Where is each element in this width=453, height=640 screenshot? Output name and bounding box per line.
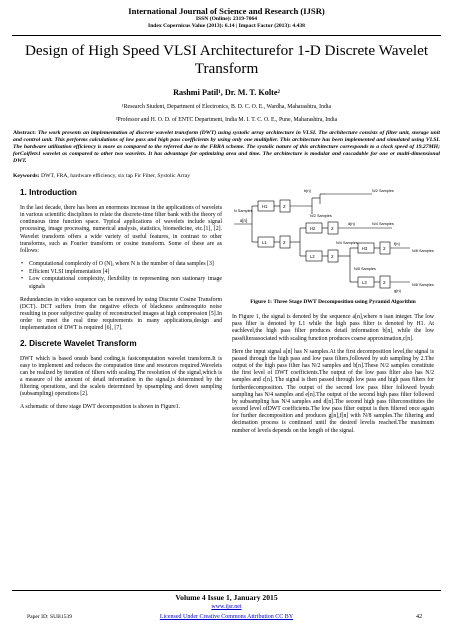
journal-issn: ISSN (Online): 2319-7064: [195, 16, 258, 22]
journal-name: International Journal of Science and Research (IJSR): [128, 6, 325, 16]
right-paragraph-1: In Figure 1, the signal is denoted by the sequence a[n],where n isan integer. The low pass filter is denoted by L1 while the high pass filter is denoted by H1. At eachlevel,the high pass filter produces detail information b[n], while the low passfilterassociated with scaling function produces coarse approximation,c[n].: [232, 314, 434, 342]
n2-samples-label-b: N/2 Samples: [310, 214, 332, 218]
downsample-label: 2: [383, 280, 386, 285]
section-2-paragraph-1: DWT which is based onsub band coding,is fastcomputation wavelet transform.It is easy to implement and reduces the computation time and resources required.Wavelets can be realized by iteration of filters with scaling.The resolution of the signal,which is a measure of the amount of detail information in the signal,is determined by the filtering operations, and the scaleis determined by upsampling and down sampling (subsampling) operations [2].: [20, 355, 222, 398]
right-paragraph-2: Here the input signal a[n] has N samples.At the first decomposition level,the signal is passed through the high pass and low pass filters,followed by sub sampling by 2.The output of the high pass filter has N/2 samples and b[n].These N/2 samples constitute the first level of DWT coefficients.The output of the low pass filter also has N/2 samples and c[n]. The signal is then passed through low pass and high pass filters for furtherdecomposition. The output of the second low pass filter followed bysub sampling has N/4 samples and e[n].The output of the second high pass filter followed by subsampling has N/4 samples and d[n].The second high pass filterconstitutes the second level ofDWT coefficients.The low pass filter output is then filtered once again for further decomposition and produces g[n],f[n] with N/8 samples.The filtering and decimation process is continued until the desired levelis reached.The maximum number of levels depends on the length of the signal.: [232, 348, 434, 434]
output-d-label: d[n]: [348, 221, 355, 226]
downsample-label: 2: [331, 226, 334, 231]
filter-h1-label: H1: [262, 204, 268, 209]
keywords: [13, 173, 440, 179]
bullet-icon: •: [21, 268, 24, 275]
right-column: [232, 186, 434, 441]
input-signal-label: a[n]: [240, 218, 247, 223]
abstract-text: The work presents an implementation of discrete wavelet transform (DWT) using systolic array architecture in VLSI. The architecture consists of filter unit, storage unit and control unit. This performs calculations of low pass and high pass coefficients by using only one multiplier. This architecture has been implemented and simulated using VLSI. The hardware utilization efficiency is more as compared to the referred due to the FBRA scheme. The systolic nature of this architecture corresponds to a clock speed of 19.27MH; forCoiflets1 wavelet as compared to other two wavelets. It has advantage for optimizing area and time. The architecture is modular and cascadable for one or multi-dimensional DWT.: [13, 130, 441, 165]
filter-l3-label: L3: [362, 280, 367, 285]
n8-samples-label-c: N/8 Samples: [412, 283, 434, 287]
section-2-paragraph-2: A schematic of three stage DWT decomposition is shown in Figure1.: [20, 404, 181, 411]
n4-samples-label-b: N/4 Samples: [336, 241, 358, 245]
section-2-heading: 2. Discrete Wavelet Transform: [20, 338, 137, 348]
filter-l1-label: L1: [262, 240, 267, 245]
footer-license-link[interactable]: Licensed Under Creative Commons Attribution CC BY: [159, 614, 294, 620]
n8-samples-label-b: N/8 Samples: [354, 267, 376, 271]
downsample-label: 2: [383, 246, 386, 251]
n2-samples-label-a: N/2 Samples: [372, 189, 394, 193]
n8-samples-label-a: N/8 Samples: [412, 249, 434, 253]
filter-l2-label: L2: [310, 254, 315, 259]
footer-page-number: 42: [416, 613, 423, 620]
abstract-label: Abstract:: [13, 130, 37, 136]
list-item-text: Efficient VLSI implementation [4]: [29, 268, 110, 275]
paper-title: Design of High Speed VLSI Architecturefor 1-D Discrete Wavelet Transform: [24, 42, 429, 77]
journal-index: Index Copernicus Value (2013): 6.14 | Impact Factor (2013): 4.438: [148, 23, 305, 29]
list-item: [20, 261, 222, 268]
filter-h2-label: H2: [310, 226, 316, 231]
bullet-icon: •: [21, 276, 24, 283]
left-column: [20, 188, 222, 418]
output-g-label: g[n]: [394, 288, 401, 293]
filter-h3-label: H3: [362, 246, 368, 251]
header-rule: [12, 35, 441, 36]
affiliation-2: ²Professor and H. O. D. of ENTC Department, India M. I. T. C. O. E., Pune, Maharashtra, India: [115, 117, 338, 123]
dwt-decomposition-diagram: [232, 186, 434, 296]
footer-url-link[interactable]: www.ijsr.net: [211, 604, 242, 610]
figure-caption: Figure 1: Three Stage DWT Decomposition using Pyramid Algorithm: [250, 299, 416, 306]
input-samples-label: N Samples: [234, 209, 253, 213]
list-item-text: Computational complexity of O (N), where N is the number of data samples [3]: [29, 261, 214, 268]
section-1-paragraph-1: In the last decade, there has been an enormous increase in the applications of wavelets in various scientific disciplines to relate the discrete-time filter bank with the theory of continuous time function space. Typical applications of wavelets include signal processing, image processing, numerical analysis, statistics, biomedicine, etc.[1], [2]. Wavelet transform offers a wide variety of useful features, in contrast to other transforms, such as Fourier transform or cosine transform. Some of these are as follows:: [20, 205, 222, 254]
list-item-text: Low computational complexity, flexibility in representing non stationary image signals: [29, 276, 222, 290]
paper-authors: Rashmi Patil¹, Dr. M. T. Kolte²: [173, 88, 280, 97]
list-item: [20, 276, 222, 290]
footer-issue: Volume 4 Issue 1, January 2015: [175, 593, 278, 602]
list-item: [20, 269, 222, 276]
feature-list: [20, 261, 222, 291]
downsample-label: 2: [283, 240, 286, 245]
footer-rule: [12, 590, 441, 591]
keywords-label: Keywords:: [13, 173, 40, 179]
footer-paper-id: Paper ID: SUB1539: [27, 614, 73, 620]
downsample-label: 2: [283, 204, 286, 209]
output-f-label: f[n]: [394, 241, 400, 246]
n4-samples-label-a: N/4 Samples: [372, 222, 394, 226]
downsample-label: 2: [331, 254, 334, 259]
section-1-paragraph-2: Redundancies in video sequence can be removed by using Discrete Cosine Transform (DCT). DCT suffers from the negative effects of blackness andmosquito noise resulting in poor subjective quality of reconstructed images at high compression [5].In order to meet the real time requirements in many applications,design and implementation of DWT is required [6], [7].: [20, 296, 222, 332]
keywords-text: DWT, FRA, hardware efficiency, six tap Fir Filter, Systolic Array: [40, 173, 191, 179]
journal-header: [0, 6, 453, 30]
bullet-icon: •: [21, 261, 24, 268]
output-b-label: b[n]: [304, 188, 311, 193]
affiliation-1: ¹Research Student, Department of Electronics, B. D. C. O. E., Wardha, Maharashtra, India: [121, 104, 332, 110]
section-1-heading: 1. Introduction: [20, 188, 77, 197]
abstract: [13, 130, 440, 165]
